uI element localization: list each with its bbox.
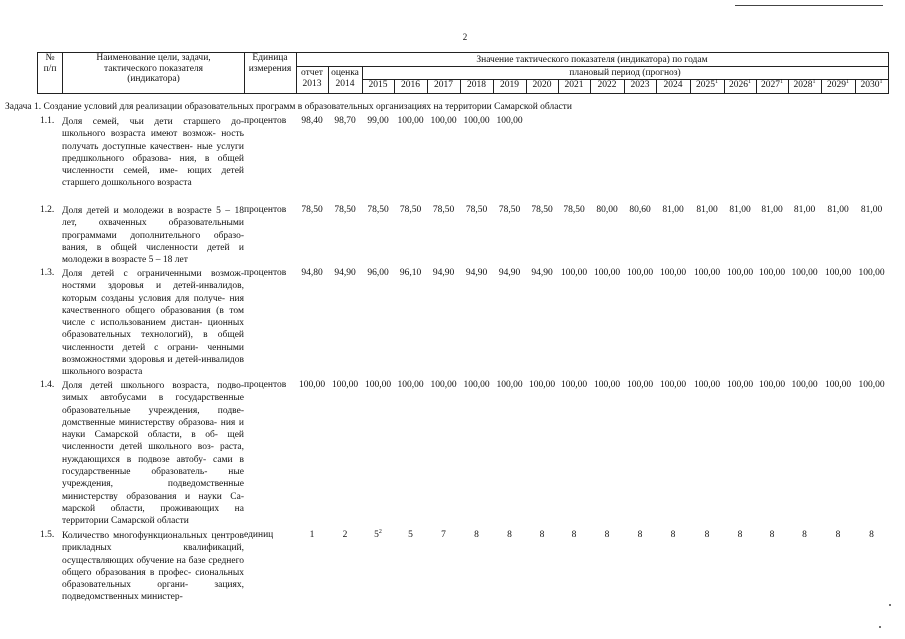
value-text: 78,50 xyxy=(563,205,585,215)
header-num: № п/п xyxy=(43,53,57,74)
header-report: отчет xyxy=(301,68,323,78)
indicator-value xyxy=(296,268,328,278)
indicator-value xyxy=(394,530,427,540)
value-text: 100,00 xyxy=(726,268,754,278)
year-header xyxy=(526,80,558,90)
year-label: 2024 xyxy=(663,80,683,90)
indicator-name: Доля детей и молодежи в возрасте 5 – 18 лет, охваченных образовательными программами дополнительного образо- вания, в общей численности детей и молодежи в возрасте 5 – 18 лет xyxy=(62,206,244,266)
value-text: 100,00 xyxy=(824,380,852,390)
value-text: 100,00 xyxy=(791,268,818,278)
indicator-value xyxy=(788,530,821,540)
year-header xyxy=(590,80,624,90)
value-text: 100,00 xyxy=(758,380,786,390)
year-footnote-mark: 1 xyxy=(812,79,816,85)
value-text: 100,00 xyxy=(298,380,326,390)
indicator-value xyxy=(526,530,558,540)
indicator-value xyxy=(460,268,493,278)
indicator-value xyxy=(855,205,888,215)
indicator-value xyxy=(558,205,590,215)
indicator-value xyxy=(624,268,656,278)
indicator-value xyxy=(427,268,460,278)
year-label: 2023 xyxy=(630,80,650,90)
unit-of-measure: процентов xyxy=(244,205,287,215)
indicator-value xyxy=(427,530,460,540)
value-text: 78,50 xyxy=(367,205,389,215)
indicator-value xyxy=(328,530,362,540)
header-rule-values xyxy=(296,66,889,67)
value-text: 100,00 xyxy=(560,268,588,278)
year-header xyxy=(328,79,362,89)
task-heading: Задача 1. Создание условий для реализации образовательных программ в образовательных организациях на территории Самарской области xyxy=(5,102,572,112)
indicator-value xyxy=(362,116,394,126)
value-text: 94,80 xyxy=(301,268,323,278)
indicator-value xyxy=(690,205,724,215)
row-number: 1.4. xyxy=(40,380,55,390)
year-header xyxy=(558,80,590,90)
indicator-value xyxy=(493,205,526,215)
value-text: 78,50 xyxy=(465,205,488,215)
value-text: 78,50 xyxy=(498,205,521,215)
row-number: 1.2. xyxy=(40,205,55,215)
indicator-value xyxy=(590,268,624,278)
year-label: 2017 xyxy=(434,80,453,90)
indicator-value xyxy=(624,205,656,215)
year-label: 2014 xyxy=(335,79,355,89)
indicator-value xyxy=(724,268,756,278)
value-text: 8 xyxy=(670,530,676,540)
value-text: 100,00 xyxy=(858,268,885,278)
header-forecast: плановый период (прогноз) xyxy=(569,68,681,78)
year-header xyxy=(427,80,460,90)
year-footnote-mark: 1 xyxy=(780,79,783,85)
indicator-value xyxy=(690,380,724,390)
indicator-value xyxy=(460,380,493,390)
year-header xyxy=(724,80,756,90)
year-header xyxy=(493,80,526,90)
value-text: 8 xyxy=(769,530,775,540)
value-text: 81,00 xyxy=(827,205,849,215)
header-col-border xyxy=(888,52,889,94)
value-text: 8 xyxy=(704,530,710,540)
value-text: 8 xyxy=(604,530,610,540)
year-footnote-mark: 1 xyxy=(748,79,751,85)
value-text: 100,00 xyxy=(791,380,818,390)
indicator-value xyxy=(656,380,690,390)
indicator-value xyxy=(328,268,362,278)
indicator-value xyxy=(788,380,821,390)
indicator-value xyxy=(296,116,328,126)
indicator-name: Доля детей школьного возраста, подво- зимых автобусами в государственные образовательные учреждения, подве- домственные министерству образова- ния и науки Самарской области, в об- щей численности детей школьного воз- раста, нуждающихся в подвозе автобу- сами в государственные образователь- ные учреждения, подведомственные министерству образования и науки Са- марской области, проживающих на территории Самарской области xyxy=(62,381,244,527)
indicator-value xyxy=(756,205,788,215)
value-text: 98,40 xyxy=(301,116,323,126)
indicator-name: Количество многофункциональных центров прикладных квалификаций, осуществляющих обучение на базе среднего общего образования в профес- сиональных образовательных органи- зациях, подведомственных министер- xyxy=(62,531,244,603)
indicator-value xyxy=(855,268,888,278)
year-header xyxy=(296,79,328,89)
indicator-value xyxy=(690,530,724,540)
indicator-value xyxy=(328,380,362,390)
value-text: 81,00 xyxy=(696,205,718,215)
value-text: 100,00 xyxy=(364,380,392,390)
indicator-value xyxy=(656,530,690,540)
indicator-value xyxy=(756,530,788,540)
indicator-value xyxy=(362,268,394,278)
indicator-name: Доля детей с ограниченными возмож- ностями здоровья и детей-инвалидов, которым созданы условия для получе- ния качественного общего образования (в том числе с использованием дистан- ционных образовательных технологий), в общей численности детей с ограни- ченными возможностями здоровья и детей-инвалидов школьного возраста xyxy=(62,269,244,378)
year-label: 2025 xyxy=(696,80,715,90)
value-text: 100,00 xyxy=(430,116,457,126)
unit-of-measure: процентов xyxy=(244,268,287,278)
header-rule-bottom xyxy=(37,93,889,94)
value-text: 8 xyxy=(835,530,841,540)
top-rule xyxy=(735,5,883,6)
value-text: 100,00 xyxy=(463,380,490,390)
value-text: 100,00 xyxy=(626,380,654,390)
value-text: 8 xyxy=(507,530,512,540)
indicator-value xyxy=(756,380,788,390)
header-unit: Единица измерения xyxy=(248,53,292,74)
year-label: 2027 xyxy=(761,80,780,90)
value-footnote-mark: 2 xyxy=(378,529,382,535)
row-number: 1.1. xyxy=(40,116,55,126)
value-text: 96,10 xyxy=(399,268,422,278)
year-header xyxy=(460,80,493,90)
year-label: 2028 xyxy=(793,80,813,90)
value-text: 100,00 xyxy=(693,268,721,278)
indicator-value xyxy=(296,380,328,390)
year-label: 2026 xyxy=(729,80,748,90)
value-text: 80,00 xyxy=(596,205,618,215)
year-header xyxy=(362,80,394,90)
year-label: 2030 xyxy=(860,80,880,90)
indicator-value xyxy=(394,116,427,126)
value-text: 94,90 xyxy=(432,268,455,278)
scan-speck xyxy=(889,604,891,606)
value-text: 78,50 xyxy=(399,205,422,215)
indicator-value xyxy=(590,205,624,215)
year-label: 2013 xyxy=(302,79,322,89)
value-text: 81,00 xyxy=(793,205,816,215)
indicator-value xyxy=(656,205,690,215)
value-text: 80,60 xyxy=(629,205,651,215)
year-header xyxy=(855,80,888,90)
year-footnote-mark: 1 xyxy=(846,79,849,85)
unit-of-measure: единиц xyxy=(244,530,274,540)
year-header xyxy=(788,80,821,90)
value-text: 8 xyxy=(539,530,545,540)
indicator-value xyxy=(526,380,558,390)
value-text: 100,00 xyxy=(824,268,852,278)
indicator-value xyxy=(821,205,855,215)
indicator-value xyxy=(362,205,394,215)
indicator-value xyxy=(427,380,460,390)
unit-of-measure: процентов xyxy=(244,380,287,390)
value-text: 100,00 xyxy=(858,380,885,390)
value-text: 94,90 xyxy=(465,268,488,278)
year-header xyxy=(756,80,788,90)
indicator-value xyxy=(362,380,394,390)
indicator-value xyxy=(855,530,888,540)
indicator-value xyxy=(590,380,624,390)
indicator-value xyxy=(788,268,821,278)
year-label: 2016 xyxy=(401,80,420,90)
value-text: 78,50 xyxy=(301,205,323,215)
year-label: 2020 xyxy=(532,80,552,90)
indicator-value xyxy=(558,268,590,278)
value-text: 8 xyxy=(802,530,807,540)
indicator-name: Доля семей, чьи дети старшего до- школьного возраста имеют возмож- ность получать доступные качествен- ные услуги предшкольного образова- ния, в общей численности семей, име- ющих детей старшего дошкольного возраста xyxy=(62,117,244,189)
indicator-value xyxy=(788,205,821,215)
indicator-value xyxy=(427,116,460,126)
indicator-value xyxy=(526,205,558,215)
indicator-value xyxy=(724,530,756,540)
indicator-value xyxy=(756,268,788,278)
indicator-value xyxy=(624,380,656,390)
value-text: 100,00 xyxy=(463,116,490,126)
year-label: 2019 xyxy=(500,80,519,90)
year-label: 2021 xyxy=(564,80,584,90)
indicator-value xyxy=(394,205,427,215)
value-text: 78,50 xyxy=(432,205,455,215)
indicator-value xyxy=(493,380,526,390)
scan-speck xyxy=(879,626,881,628)
indicator-value xyxy=(558,530,590,540)
indicator-value xyxy=(427,205,460,215)
value-text: 94,90 xyxy=(498,268,521,278)
indicator-value xyxy=(296,530,328,540)
row-number: 1.5. xyxy=(40,530,55,540)
value-text: 100,00 xyxy=(693,380,721,390)
value-text: 8 xyxy=(737,530,743,540)
year-header xyxy=(656,80,690,90)
value-text: 8 xyxy=(637,530,643,540)
value-text: 100,00 xyxy=(430,380,457,390)
header-name: Наименование цели, задачи, тактического показателя (индикатора) xyxy=(96,53,211,84)
value-text: 2 xyxy=(342,530,348,540)
indicator-value xyxy=(493,530,526,540)
value-text: 100,00 xyxy=(496,380,523,390)
value-text: 100,00 xyxy=(397,116,424,126)
value-text: 81,00 xyxy=(662,205,684,215)
page-number: 2 xyxy=(462,32,468,42)
indicator-value xyxy=(394,268,427,278)
value-text: 78,50 xyxy=(531,205,553,215)
indicator-value xyxy=(328,116,362,126)
indicator-value xyxy=(590,530,624,540)
indicator-value xyxy=(690,268,724,278)
value-text: 78,50 xyxy=(334,205,356,215)
value-text: 100,00 xyxy=(626,268,654,278)
value-text: 96,00 xyxy=(367,268,389,278)
indicator-value xyxy=(558,380,590,390)
indicator-value xyxy=(296,205,328,215)
value-text: 100,00 xyxy=(758,268,786,278)
value-text: 5 xyxy=(374,530,379,540)
year-header xyxy=(624,80,656,90)
indicator-value xyxy=(362,530,394,540)
year-label: 2029 xyxy=(827,80,846,90)
value-text: 100,00 xyxy=(659,268,687,278)
indicator-value xyxy=(460,530,493,540)
value-text: 8 xyxy=(869,530,874,540)
indicator-value xyxy=(821,268,855,278)
year-header xyxy=(394,80,427,90)
indicator-value xyxy=(821,530,855,540)
value-text: 100,00 xyxy=(593,380,621,390)
value-text: 1 xyxy=(309,530,315,540)
year-label: 2018 xyxy=(467,80,486,90)
indicator-value xyxy=(460,116,493,126)
value-text: 81,00 xyxy=(729,205,751,215)
unit-of-measure: процентов xyxy=(244,116,287,126)
header-values-title: Значение тактического показателя (индикатора) по годам xyxy=(476,55,708,65)
indicator-value xyxy=(624,530,656,540)
row-number: 1.3. xyxy=(40,268,55,278)
indicator-value xyxy=(724,380,756,390)
value-text: 81,00 xyxy=(761,205,783,215)
value-text: 100,00 xyxy=(528,380,556,390)
value-text: 81,00 xyxy=(860,205,883,215)
value-text: 94,90 xyxy=(334,268,356,278)
year-footnote-mark: 1 xyxy=(879,79,883,85)
year-footnote-mark: 1 xyxy=(715,79,718,85)
value-text: 100,00 xyxy=(560,380,588,390)
value-text: 98,70 xyxy=(334,116,356,126)
value-text: 8 xyxy=(571,530,577,540)
year-label: 2022 xyxy=(597,80,617,90)
value-text: 100,00 xyxy=(659,380,687,390)
year-header xyxy=(690,80,724,90)
value-text: 100,00 xyxy=(496,116,523,126)
value-text: 100,00 xyxy=(397,380,424,390)
indicator-value xyxy=(394,380,427,390)
indicator-value xyxy=(855,380,888,390)
value-text: 100,00 xyxy=(593,268,621,278)
value-text: 99,00 xyxy=(367,116,389,126)
value-text: 94,90 xyxy=(531,268,553,278)
value-text: 100,00 xyxy=(331,380,359,390)
indicator-value xyxy=(328,205,362,215)
value-text: 100,00 xyxy=(726,380,754,390)
header-estimate: оценка xyxy=(331,68,359,78)
indicator-value xyxy=(656,268,690,278)
value-text: 7 xyxy=(441,530,446,540)
indicator-value xyxy=(493,268,526,278)
indicator-value xyxy=(460,205,493,215)
indicator-value xyxy=(821,380,855,390)
value-text: 5 xyxy=(408,530,413,540)
indicator-value xyxy=(724,205,756,215)
value-text: 8 xyxy=(474,530,479,540)
year-label: 2015 xyxy=(368,80,388,90)
indicator-value xyxy=(526,268,558,278)
indicator-value xyxy=(493,116,526,126)
year-header xyxy=(821,80,855,90)
